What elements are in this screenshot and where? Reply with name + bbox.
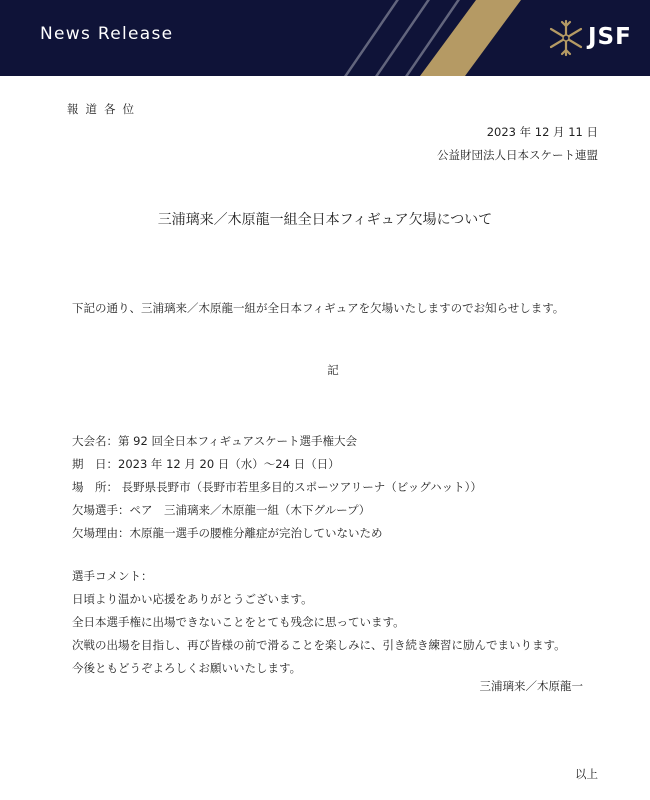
signature: 三浦璃来／木原龍一 xyxy=(479,679,583,693)
header-gold-stripe xyxy=(420,0,521,76)
organization-name: 公益財団法人日本スケート連盟 xyxy=(437,148,598,162)
ki-marker: 記 xyxy=(327,363,339,377)
comment-heading: 選手コメント： xyxy=(72,569,153,583)
header-light-stripe xyxy=(375,0,430,76)
comment-line: 今後ともどうぞよろしくお願いいたします。 xyxy=(72,661,302,675)
addressee: 報道各位 xyxy=(67,102,141,116)
release-date: 2023 年 12 月 11 日 xyxy=(486,125,598,139)
comment-line: 日頃より温かい応援をありがとうございます。 xyxy=(72,592,313,606)
comment-line: 次戦の出場を目指し、再び皆様の前で滑ることを楽しみに、引き続き練習に励んでまいります。 xyxy=(72,638,566,652)
detail-venue: 場 所： 長野県長野市（長野市若里多目的スポーツアリーナ（ビッグハット）） xyxy=(72,480,482,494)
header-title: News Release xyxy=(40,24,174,44)
intro-text: 下記の通り、三浦璃来／木原龍一組が全日本フィギュアを欠場いたしますのでお知らせします。 xyxy=(72,301,565,315)
snowflake-icon xyxy=(546,18,586,58)
detail-withdrawn-athletes: 欠場選手：ペア 三浦璃来／木原龍一組（木下グループ） xyxy=(72,503,371,517)
header-light-stripe xyxy=(344,0,399,76)
logo-text: JSF xyxy=(588,24,632,50)
news-release-header xyxy=(0,0,650,76)
closing-mark: 以上 xyxy=(575,767,598,781)
comment-line: 全日本選手権に出場できないことをとても残念に思っています。 xyxy=(72,615,405,629)
detail-withdrawal-reason: 欠場理由：木原龍一選手の腰椎分離症が完治していないため xyxy=(72,526,383,540)
document-title: 三浦璃来／木原龍一組全日本フィギュア欠場について xyxy=(157,212,493,228)
detail-dates: 期 日：2023 年 12 月 20 日（水）～24 日（日） xyxy=(72,457,340,471)
detail-competition: 大会名：第 92 回全日本フィギュアスケート選手権大会 xyxy=(72,434,358,448)
jsf-logo xyxy=(546,18,642,58)
